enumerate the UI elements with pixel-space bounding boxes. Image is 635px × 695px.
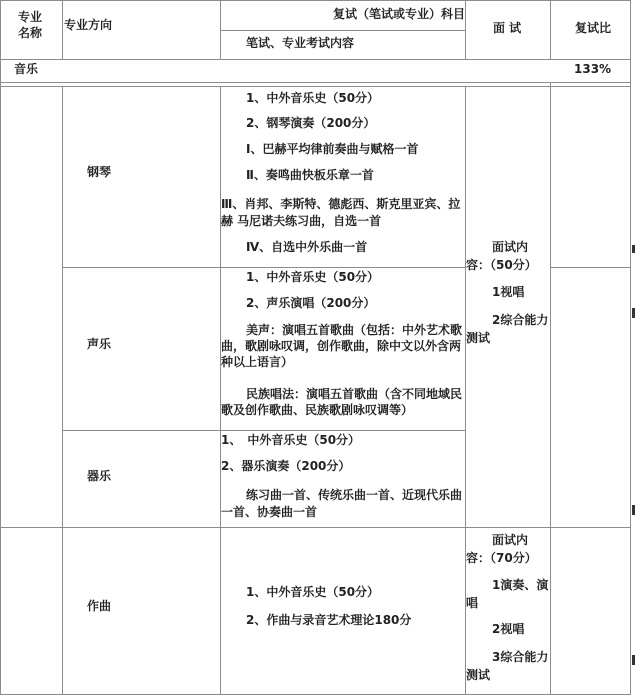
header-ratio: 复试比: [575, 21, 612, 35]
interview-2-item: 1演奏、演唱: [466, 578, 549, 610]
major-ratio: 133%: [574, 62, 612, 76]
direction-piano: 钢琴: [87, 165, 112, 179]
direction-vocal: 声乐: [87, 337, 112, 351]
header-retest-subjects: 复试（笔试或专业）科目: [333, 7, 466, 21]
interview-2-item: 2视唱: [492, 622, 525, 636]
interview-1-title: 面试内容：（50分）: [466, 240, 537, 272]
interview-1-item: 2综合能力测试: [466, 313, 549, 345]
header-direction: 专业方向: [64, 18, 113, 32]
header-interview: 面 试: [493, 21, 522, 35]
piano-item: Ⅳ、自选中外乐曲一首: [246, 240, 368, 254]
major-name: 音乐: [14, 62, 39, 76]
instrument-item: 2、器乐演奏（200分）: [221, 459, 351, 473]
composition-item: 2、作曲与录音艺术理论180分: [246, 613, 412, 627]
composition-item: 1、中外音乐史（50分）: [246, 585, 380, 599]
vocal-item: 民族唱法：演唱五首歌曲（含不同地域民歌及创作歌曲、民族歌剧咏叹调等）: [221, 387, 463, 417]
piano-item: Ⅱ、奏鸣曲快板乐章一首: [246, 168, 374, 182]
piano-item: Ⅰ、巴赫平均律前奏曲与赋格一首: [246, 142, 419, 156]
piano-item: 2、钢琴演奏（200分）: [246, 116, 376, 130]
piano-item: Ⅲ、肖邦、李斯特、德彪西、斯克里亚宾、拉赫 马尼诺夫练习曲，自选一首: [221, 197, 461, 228]
header-major-name-line1: 专业: [18, 10, 43, 24]
vocal-item: 1、中外音乐史（50分）: [246, 270, 380, 284]
instrument-item: 1、 中外音乐史（50分）: [221, 433, 361, 447]
vocal-item: 2、声乐演唱（200分）: [246, 296, 376, 310]
interview-1-item: 1视唱: [492, 285, 525, 299]
interview-2-item: 3综合能力测试: [466, 650, 549, 682]
header-major-name-line2: 名称: [18, 26, 43, 40]
header-written-content: 笔试、专业考试内容: [246, 36, 355, 50]
piano-item: 1、中外音乐史（50分）: [246, 91, 380, 105]
direction-instrument: 器乐: [87, 469, 112, 483]
direction-composition: 作曲: [87, 599, 112, 613]
instrument-item: 练习曲一首、传统乐曲一首、近现代乐曲一首、协奏曲一首: [221, 488, 463, 519]
vocal-item: 美声：演唱五首歌曲（包括：中外艺术歌曲，歌剧咏叹调，创作歌曲，除中文以外含两种以上语言）: [221, 323, 463, 369]
interview-2-title: 面试内容：（70分）: [466, 533, 537, 565]
